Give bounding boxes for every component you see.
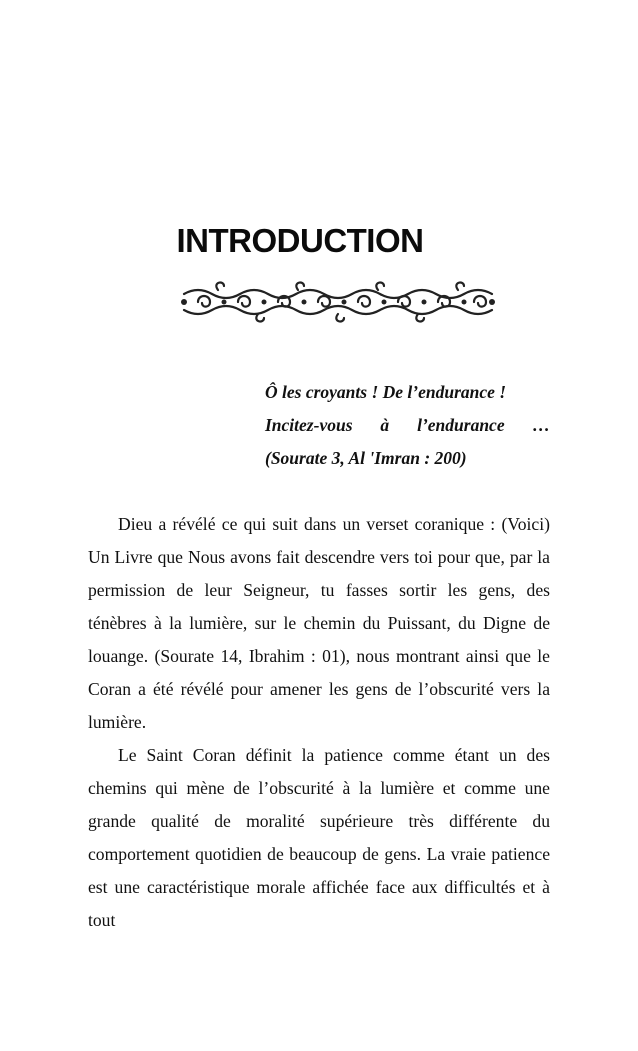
paragraph-2: Le Saint Coran définit la patience comme étant un des chemins qui mène de l’obscurité à la lumière et comme une grande qualité de moralité supérieure très différente du comportement quotidien de beaucoup de gens. La vraie patience est une caractéristique morale affichée face aux difficultés et à tout [88, 745, 550, 930]
quran-epigraph [265, 376, 550, 475]
epigraph-line-3: (Sourate 3, Al 'Imran : 200) [265, 448, 467, 468]
epigraph-line-1: Ô les croyants ! De l’endurance ! [265, 382, 507, 402]
chapter-title: INTRODUCTION [176, 222, 424, 259]
body-text [88, 508, 550, 937]
paragraph-1: Dieu a révélé ce qui suit dans un verset coranique : (Voici) Un Livre que Nous avons fait descendre vers toi pour que, par la permission de leur Seigneur, tu fasses sortir les gens, des ténèbres à la lumière, sur le chemin du Puissant, du Digne de louange. (Sourate 14, Ibrahim : 01), nous montrant ainsi que le Coran a été révélé pour amener les gens de l’obscurité vers la lumière. [88, 514, 550, 732]
epigraph-line-2: Incitez-vous à l’endurance … [265, 415, 550, 435]
decorative-scroll-ornament-icon [178, 278, 498, 326]
